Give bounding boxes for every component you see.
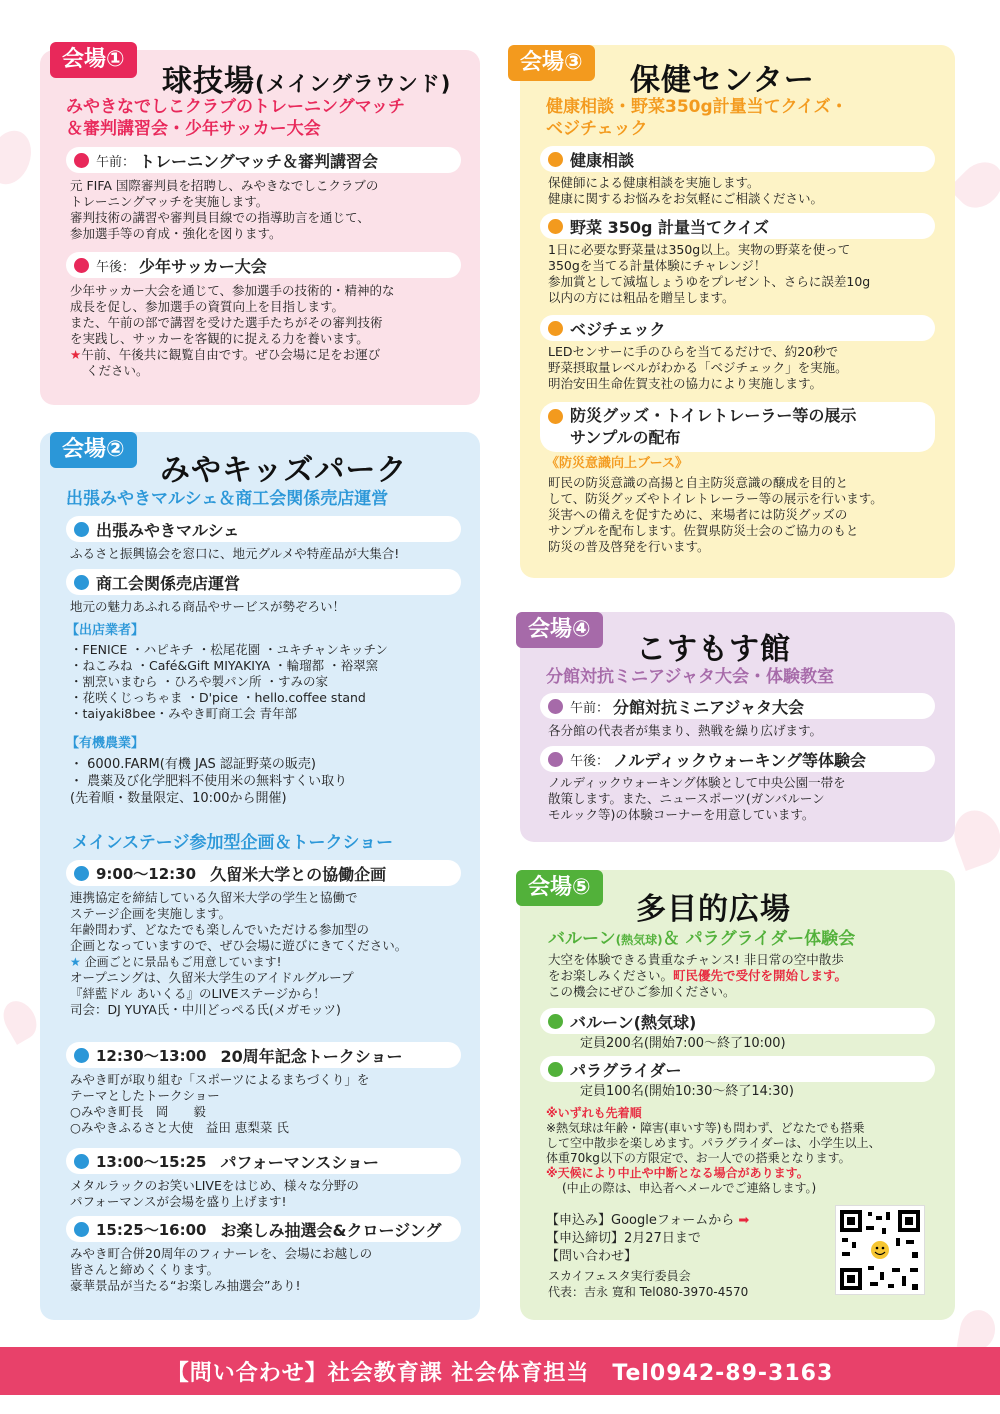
venue-2-subtitle: 出張みやきマルシェ＆商工会関係売店運営 bbox=[66, 489, 389, 509]
venue-4-morning-text: 各分館の代表者が集まり、熱戦を繰り広げます。 bbox=[548, 723, 823, 738]
stage-item-lottery-text: みやき町合併20周年のフィナーレを、会場にお越しの 皆さんと締めくくります。 豪華景品が当たる“お楽しみ抽選会”あり! bbox=[70, 1246, 373, 1293]
qr-code-graphic bbox=[836, 1206, 924, 1294]
bullet-dot-icon bbox=[548, 1062, 563, 1077]
stage-item-performance: 13:00～15:25 パフォーマンスショー bbox=[66, 1148, 461, 1174]
venue-2-item-shops: 商工会関係売店運営 bbox=[66, 569, 461, 595]
stage-item-kurume: 9:00～12:30 久留米大学との協働企画 bbox=[66, 860, 461, 886]
venue-2-shops-text: 地元の魅力あふれる商品やサービスが勢ぞろい！ bbox=[70, 599, 346, 614]
stage-item-kurume-text: 連携協定を締結している久留米大学の学生と協働で ステージ企画を実施します。 年齢問わず、どなたでも楽しんでいただける参加型の 企画となっていますので、ぜひ会場に遊びにきてください。 ★ 企画ごとに景品もご用意しています! オープニングは、久留米大学生のアイドルグループ 『絆藍ドル あいくる』のLIVEステージから！ 司会：DJ YUYA氏・中川どっぺる氏(メガモッツ) bbox=[70, 890, 408, 1017]
bullet-dot-icon bbox=[548, 219, 563, 234]
bullet-dot-icon bbox=[74, 1222, 89, 1237]
stage-item-performance-text: メタルラックのお笑いLIVEをはじめ、様々な分野の パフォーマンスが会場を盛り上げます! bbox=[70, 1178, 359, 1209]
star-icon: ★ bbox=[70, 955, 81, 969]
venue-3-item-disaster: 防災グッズ・トイレトレーラー等の展示 サンプルの配布 bbox=[540, 402, 935, 452]
bullet-dot-icon bbox=[548, 409, 563, 424]
venue-1-morning-text: 元 FIFA 国際審判員を招聘し、みやきなでしこクラブの トレーニングマッチを実施します。 審判技術の講習や審判員目線での指導助言を通じて、 参加選手等の育成・強化を図ります。 bbox=[70, 178, 379, 241]
venue-5-item-balloon: バルーン(熱気球) bbox=[540, 1008, 935, 1034]
venue-5-apply: 【申込み】Googleフォームから ➡ 【申込締切】2月27日まで 【問い合わせ】 bbox=[546, 1213, 750, 1264]
bullet-dot-icon bbox=[74, 575, 89, 590]
venue-5-intro: 大空を体験できる貴重なチャンス! 非日常の空中散歩 をお楽しみください。町民優先で受付を開始します。 この機会にぜひご参加ください。 bbox=[548, 952, 848, 999]
venue-3-tag: 会場③ bbox=[508, 45, 595, 81]
bullet-dot-icon bbox=[74, 258, 89, 273]
petal-decoration bbox=[0, 995, 43, 1045]
arrow-right-icon: ➡ bbox=[734, 1213, 750, 1228]
venue-3-title: 保健センター bbox=[630, 63, 815, 98]
stage-item-talkshow: 12:30～13:00 20周年記念トークショー bbox=[66, 1042, 461, 1068]
venue-5-item-paraglider: パラグライダー bbox=[540, 1056, 935, 1082]
venue-2-farm-heading: 【有機農業】 bbox=[66, 736, 145, 751]
bullet-dot-icon bbox=[548, 752, 563, 767]
venue-2-item-marche: 出張みやきマルシェ bbox=[66, 516, 461, 542]
venue-3-booth-label: 《防災意識向上ブース》 bbox=[546, 456, 688, 471]
venue-5-contact: スカイフェスタ実行委員会 代表：吉永 寛和 Tel080-3970-4570 bbox=[548, 1269, 749, 1299]
bullet-dot-icon bbox=[548, 152, 563, 167]
bullet-dot-icon bbox=[74, 522, 89, 537]
venue-1-title: 球技場(メイングラウンド) bbox=[162, 64, 452, 99]
venue-2-farm-list: ・ 6000.FARM(有機 JAS 認証野菜の販売) ・ 農薬及び化学肥料不使用米の無料すくい取り (先着順・数量限定、10:00から開催) bbox=[70, 757, 348, 806]
venue-1-afternoon-text: 少年サッカー大会を通じて、参加選手の技術的・精神的な 成長を促し、参加選手の資質向上を目指します。 また、午前の部で講習を受けた選手たちがその審判技術 を実践し、サッカーを客観的に捉える力を養います。 ★午前、午後共に観覧自由です。ぜひ会場に足をお運び ください。 bbox=[70, 283, 395, 378]
venue-3-item-consult: 健康相談 bbox=[540, 146, 935, 172]
venue-3-disaster-text: 町民の防災意識の高揚と自主防災意識の醸成を目的と して、防災グッズやトイレトレーラー等の展示を行います。 災害への備えを促すために、来場者には防災グッズの サンプルを配布します。佐賀県防災士会のご協力のもと 防災の普及啓発を行います。 bbox=[548, 475, 883, 554]
bullet-dot-icon bbox=[548, 1014, 563, 1029]
venue-3-vegecheck-text: LEDセンサーに手のひらを当てるだけで、約20秒で 野菜摂取量レベルがわかる「ベジチェック」を実施。 明治安田生命佐賀支社の協力により実施します。 bbox=[548, 344, 848, 391]
venue-5-title: 多目的広場 bbox=[636, 892, 791, 927]
venue-4-subtitle: 分館対抗ミニアジャタ大会・体験教室 bbox=[546, 667, 834, 687]
venue-5-paraglider-capacity: 定員100名(開始10:30～終了14:30) bbox=[580, 1084, 794, 1099]
star-icon: ★ bbox=[70, 347, 82, 362]
venue-2-stage-subtitle: メインステージ参加型企画＆トークショー bbox=[72, 833, 394, 853]
stage-item-talkshow-text: みやき町が取り組む「スポーツによるまちづくり」を テーマとしたトークショー ○みやき町長 岡 毅 ○みやきふるさと大使 益田 恵梨菜 氏 bbox=[70, 1072, 370, 1135]
bullet-dot-icon bbox=[74, 1048, 89, 1063]
venue-5-subtitle: バルーン(熱気球)＆ パラグライダー体験会 bbox=[548, 929, 856, 949]
venue-4-item-afternoon: 午後： ノルディックウォーキング等体験会 bbox=[540, 746, 935, 772]
bullet-dot-icon bbox=[74, 153, 89, 168]
venue-2-vendor-list: ・FENICE ・ハピキチ ・松尾花園 ・ユキチャンキッチン ・ねこみね ・Café&Gift MIYAKIYA ・輪瑠都 ・裕翠窯 ・割烹いまむら ・ひろや製パン所 ・すみの家 ・花咲くじっちゃま ・D'pice ・hello.coffee stand ・taiyaki8bee・みやき町商工会 青年部 bbox=[70, 642, 388, 721]
petal-decoration bbox=[957, 1307, 998, 1352]
venue-1-item-morning: 午前： トレーニングマッチ＆審判講習会 bbox=[66, 147, 461, 173]
venue-4-afternoon-text: ノルディックウォーキング体験として中央公園一帯を 散策します。また、ニュースポーツ(ガンバルーン モルック等)の体験コーナーを用意しています。 bbox=[548, 775, 846, 822]
venue-3-quiz-text: 1日に必要な野菜量は350g以上。実物の野菜を使って 350gを当てる計量体験にチャレンジ！ 参加賞として減塩しょうゆをプレゼント、さらに誤差10g 以内の方には粗品を贈呈します。 bbox=[548, 242, 871, 305]
venue-4-title: こすもす館 bbox=[636, 632, 791, 667]
venue-5-notes: ※いずれも先着順 ※熱気球は年齢・障害(車いす等)も問わず、どなたでも搭乗 して空中散歩を楽しめます。パラグライダーは、小学生以上、 体重70kg以下の方限定で、お一人での搭乗となります。 ※天候により中止や中断となる場合があります。 (中止の際は、申込者へメールでご連絡します。) bbox=[546, 1106, 881, 1195]
petal-decoration bbox=[948, 153, 1000, 217]
bullet-dot-icon bbox=[548, 699, 563, 714]
footer-contact-bar: 【問い合わせ】社会教育課 社会体育担当 Tel0942-89-3163 bbox=[0, 1347, 1000, 1395]
venue-1-subtitle: みやきなでしこクラブのトレーニングマッチ ＆審判講習会・少年サッカー大会 bbox=[66, 97, 405, 140]
bullet-dot-icon bbox=[548, 321, 563, 336]
venue-1-item-afternoon: 午後： 少年サッカー大会 bbox=[66, 252, 461, 278]
venue-3-consult-text: 保健師による健康相談を実施します。 健康に関するお悩みをお気軽にご相談ください。 bbox=[548, 175, 824, 206]
qr-code-icon[interactable] bbox=[835, 1205, 925, 1295]
petal-decoration bbox=[0, 125, 38, 190]
venue-5-tag: 会場⑤ bbox=[516, 870, 603, 906]
venue-2-marche-text: ふるさと振興協会を窓口に、地元グルメや特産品が大集合! bbox=[70, 546, 400, 561]
bullet-dot-icon bbox=[74, 1154, 89, 1169]
venue-2-tag: 会場② bbox=[50, 432, 137, 468]
venue-2-title: みやキッズパーク bbox=[160, 453, 408, 488]
bullet-dot-icon bbox=[74, 866, 89, 881]
venue-4-tag: 会場④ bbox=[516, 612, 603, 648]
venue-1-tag: 会場① bbox=[50, 42, 137, 78]
venue-5-balloon-capacity: 定員200名(開始7:00～終了10:00) bbox=[580, 1036, 786, 1051]
venue-3-subtitle: 健康相談・野菜350g計量当てクイズ・ ベジチェック bbox=[546, 97, 848, 140]
venue-3-item-quiz: 野菜 350g 計量当てクイズ bbox=[540, 213, 935, 239]
venue-2-vendor-heading: 【出店業者】 bbox=[66, 623, 145, 638]
venue-3-item-vegecheck: ベジチェック bbox=[540, 315, 935, 341]
venue-4-item-morning: 午前： 分館対抗ミニアジャタ大会 bbox=[540, 693, 935, 719]
stage-item-lottery: 15:25～16:00 お楽しみ抽選会&クロージング bbox=[66, 1216, 461, 1242]
